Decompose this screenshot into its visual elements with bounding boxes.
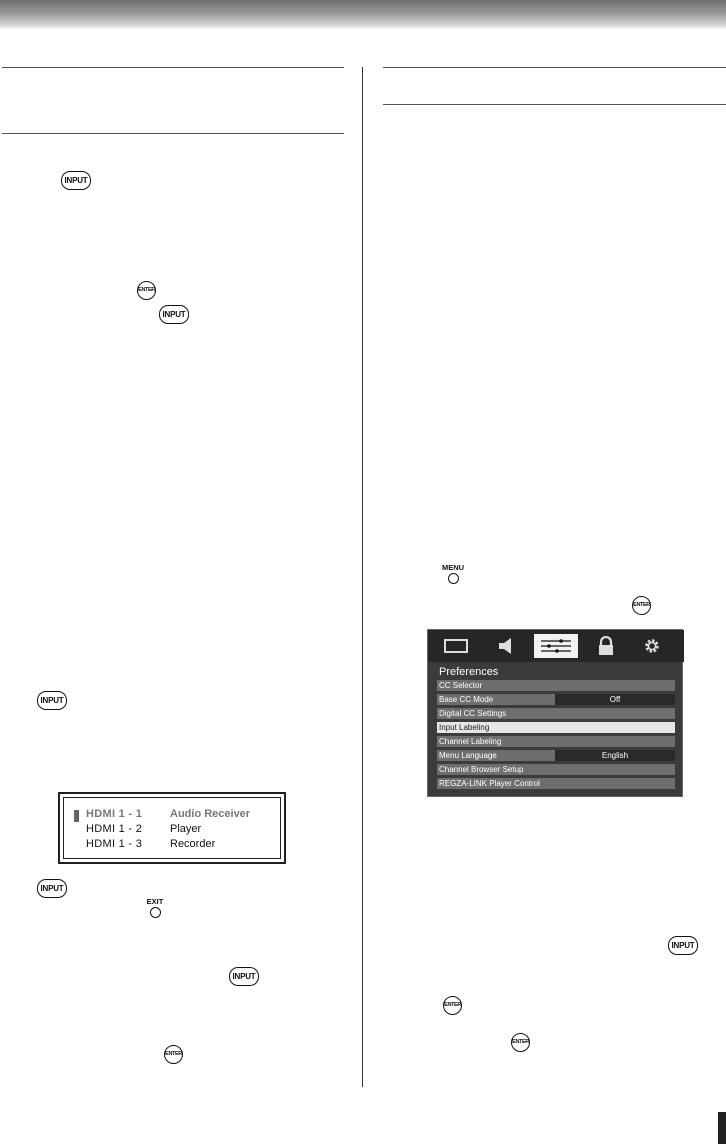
menu-item-channel-labeling[interactable] [437, 736, 675, 747]
setup-gear-icon [630, 634, 674, 658]
menu-item-digital-cc-settings[interactable] [437, 708, 675, 719]
menu-title: Preferences [439, 666, 499, 678]
hdmi-device: Audio Receiver [170, 808, 251, 820]
lock-icon [584, 634, 628, 658]
page-edge-tab [718, 1112, 726, 1144]
header-band [0, 0, 726, 30]
hdmi-port: HDMI 1 - 3 [86, 838, 143, 850]
enter-button-icon: ENTER [632, 596, 651, 615]
sound-icon [484, 634, 528, 658]
hdmi-port: HDMI 1 - 2 [86, 823, 143, 835]
menu-item-value: English [555, 750, 675, 761]
left-rule-bottom [2, 133, 344, 134]
input-button-icon: INPUT [37, 879, 67, 898]
hdmi-row [86, 836, 215, 852]
hdmi-device-list [58, 792, 286, 864]
enter-button-icon: ENTER [164, 1045, 183, 1064]
menu-item-value: Off [555, 694, 675, 705]
column-divider [362, 67, 363, 1087]
menu-item-menu-language[interactable] [437, 750, 629, 761]
menu-item-label: Base CC Mode [439, 695, 494, 704]
menu-item-label: Digital CC Settings [439, 709, 507, 718]
input-button-icon: INPUT [37, 691, 67, 710]
menu-item-cc-selector[interactable] [437, 680, 675, 691]
picture-icon [434, 634, 478, 658]
menu-item-label: Channel Labeling [439, 737, 502, 746]
hdmi-device: Player [170, 823, 202, 835]
menu-item-regza-link-player-control[interactable] [437, 778, 675, 789]
input-button-icon: INPUT [229, 967, 259, 986]
menu-item-label: Menu Language [439, 751, 497, 760]
menu-item-channel-browser-setup[interactable] [437, 764, 675, 775]
menu-button-circle [448, 573, 459, 584]
hdmi-port: HDMI 1 - 1 [86, 808, 143, 820]
exit-button-icon [139, 897, 171, 921]
menu-tab-bar [428, 630, 684, 662]
exit-button-label: EXIT [146, 897, 164, 906]
input-button-icon: INPUT [668, 936, 698, 955]
preferences-icon [534, 634, 578, 658]
menu-item-label: CC Selector [439, 681, 483, 690]
input-button-icon: INPUT [159, 305, 189, 324]
enter-button-icon: ENTER [137, 281, 156, 300]
menu-button-label: MENU [441, 563, 465, 572]
left-rule-top [2, 67, 344, 68]
tv-preferences-menu [427, 629, 683, 797]
menu-item-base-cc-mode[interactable] [437, 694, 621, 705]
input-button-icon: INPUT [61, 171, 91, 190]
enter-button-icon: ENTER [511, 1033, 530, 1052]
hdmi-row [86, 821, 201, 837]
menu-item-label: Channel Browser Setup [439, 765, 524, 774]
hdmi-device: Recorder [170, 838, 216, 850]
menu-button-icon [437, 563, 469, 587]
enter-button-icon: ENTER [443, 996, 462, 1015]
hdmi-row [86, 806, 250, 822]
exit-button-circle [150, 907, 161, 918]
menu-item-input-labeling[interactable] [437, 722, 675, 733]
menu-item-label: REGZA-LINK Player Control [439, 779, 540, 788]
right-rule-top [383, 67, 726, 68]
menu-item-label: Input Labeling [439, 723, 490, 732]
selection-marker [74, 810, 79, 822]
right-rule-bottom [383, 104, 726, 105]
